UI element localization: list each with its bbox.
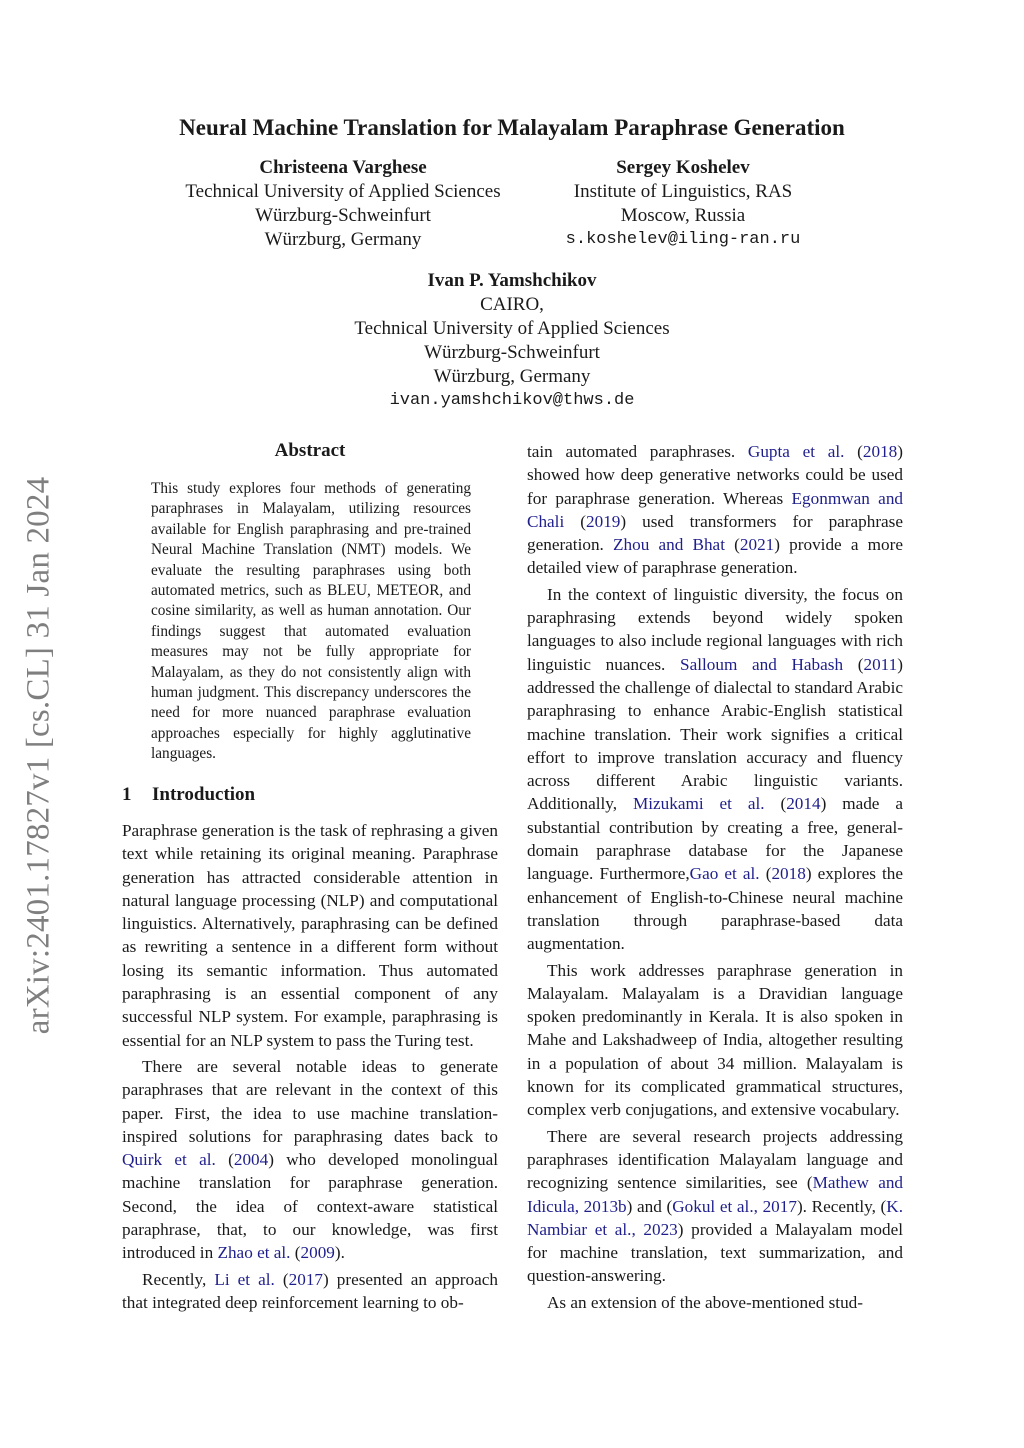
- citation-link[interactable]: Gao et al.: [689, 864, 760, 884]
- author-affiliation: Technical University of Applied Sciences: [185, 181, 501, 202]
- citation-link[interactable]: Salloum and Habash: [680, 654, 844, 674]
- citation-link[interactable]: 2021: [739, 535, 775, 555]
- author-name: Christeena Varghese: [259, 157, 427, 178]
- arxiv-identifier-text: arXiv:2401.17827v1 [cs.CL] 31 Jan 2024: [20, 476, 57, 1034]
- citation-link[interactable]: Mathew and Idicula, 2013b: [527, 1173, 904, 1216]
- citation-link[interactable]: Zhou and Bhat: [613, 535, 725, 555]
- author-affiliation: Würzburg-Schweinfurt: [424, 342, 600, 363]
- author-affiliation: CAIRO,: [480, 294, 544, 315]
- citation-link[interactable]: Li et al.: [214, 1269, 275, 1289]
- author-block: [545, 156, 821, 252]
- paragraph: This work addresses paraphrase generation in Malayalam. Malayalam is a Dravidian language spoken predominantly in Kerala. It is also spoken in Mahe and Lakshadweep of India, altogether resulting in a population of about 34 million. Malayalam is known for its complicated grammatical structures, complex verb conjugations, and extensive vocabulary.: [527, 960, 903, 1120]
- section-heading: [122, 784, 255, 806]
- abstract-body: This study explores four methods of generating paraphrases in Malayalam, utilizing resources available for English paraphrasing and pre-trained Neural Machine Translation (NMT) models. We evaluate the resulting paraphrases using both automated metrics, such as BLEU, METEOR, and cosine similarity, as well as human annotation. Our findings suggest that automated evaluation measures may not be fully appropriate for Malayalam, as they do not consistently align with human judgment. This discrepancy underscores the need for more nuanced paraphrase evaluation approaches especially for highly agglutinative languages.: [151, 480, 471, 763]
- arxiv-identifier-stamp: [14, 455, 64, 1055]
- citation-link[interactable]: 2011: [863, 654, 898, 674]
- paragraph: Recently, Li et al. (2017) presented an approach that integrated deep reinforcement learning to ob-: [122, 1269, 498, 1312]
- section-number: 1: [122, 784, 132, 805]
- citation-link[interactable]: 2014: [786, 794, 821, 814]
- section-title: Introduction: [152, 784, 256, 805]
- author-name: Sergey Koshelev: [616, 157, 750, 178]
- author-location: Würzburg, Germany: [433, 366, 591, 387]
- citation-link[interactable]: Gupta et al.: [747, 442, 845, 461]
- left-column: [122, 819, 498, 1314]
- paper-title: Neural Machine Translation for Malayalam Paraphrase Generation: [179, 115, 845, 140]
- paragraph: There are several notable ideas to generate paraphrases that are relevant in the context of this paper. First, the idea to use machine translation-inspired solutions for paraphrasing dates back to Quirk et al. (2004) who developed monolingual machine translation for paraphrase generation. Second, the idea of context-aware statistical paraphrase, that, to our knowledge, was first introduced in Zhao et al. (2009).: [122, 1056, 498, 1263]
- author-location: Würzburg, Germany: [264, 229, 422, 250]
- citation-link[interactable]: 2018: [771, 864, 806, 884]
- abstract-heading: Abstract: [274, 440, 346, 461]
- citation-link[interactable]: 2009: [300, 1243, 335, 1263]
- citation-link[interactable]: 2004: [233, 1150, 269, 1170]
- paragraph: Paraphrase generation is the task of rephrasing a given text while retaining its original meaning. Paraphrase generation has attracted considerable attention in natural language processing (NLP) and computational linguistics. Alternatively, paraphrasing can be defined as rewriting a sentence in a different form without losing its semantic information. Thus automated paraphrasing is an essential component of any successful NLP system. For example, paraphrasing is essential for an NLP system to pass the Turing test.: [122, 821, 498, 1050]
- citation-link[interactable]: Mizukami et al.: [632, 794, 765, 814]
- author-location: Moscow, Russia: [620, 205, 746, 226]
- paragraph: As an extension of the above-mentioned stud-: [547, 1292, 863, 1312]
- citation-link[interactable]: 2018: [862, 442, 898, 461]
- author-email: ivan.yamshchikov@thws.de: [389, 391, 635, 410]
- right-column: [527, 440, 903, 1314]
- author-name: Ivan P. Yamshchikov: [427, 270, 597, 291]
- citation-link[interactable]: Gokul et al., 2017: [672, 1196, 797, 1216]
- paragraph: tain automated paraphrases. Gupta et al. (2018) showed how deep generative networks could be used for paraphrase generation. Whereas Egonmwan and Chali (2019) used transformers for paraphrase generation. Zhou and Bhat (2021) provide a more detailed view of paraphrase generation.: [527, 442, 904, 578]
- citation-link[interactable]: Egonmwan and Chali: [527, 488, 904, 531]
- citation-link[interactable]: K. Nambiar et al., 2023: [527, 1196, 903, 1239]
- author-affiliation: Institute of Linguistics, RAS: [573, 181, 793, 202]
- paragraph: In the context of linguistic diversity, the focus on paraphrasing extends beyond widely spoken languages to also include regional languages with rich linguistic nuances. Salloum and Habash (2011) addressed the challenge of dialectal to standard Arabic paraphrasing to enhance Arabic-English statistical machine translation. Their work signifies a critical effort to improve translation accuracy and fluency across different Arabic linguistic variants. Additionally, Mizukami et al. (2014) made a substantial contribution by creating a free, general-domain paraphrase database for the Japanese language. Furthermore,Gao et al. (2018) explores the enhancement of English-to-Chinese neural machine translation through paraphrase-based data augmentation.: [527, 584, 903, 954]
- author-block: [160, 156, 526, 252]
- citation-link[interactable]: 2019: [586, 511, 621, 531]
- citation-link[interactable]: Zhao et al.: [217, 1243, 291, 1263]
- paragraph: There are several research projects addressing paraphrases identification Malayalam language and recognizing sentence similarities, see (Mathew and Idicula, 2013b) and (Gokul et al., 2017). Recently, (K. Nambiar et al., 2023) provided a Malayalam model for machine translation, text summarization, and question-answering.: [527, 1126, 904, 1286]
- author-email: s.koshelev@iling-ran.ru: [565, 230, 801, 249]
- citation-link[interactable]: 2017: [288, 1269, 323, 1289]
- citation-link[interactable]: Quirk et al.: [122, 1150, 216, 1170]
- author-affiliation: Technical University of Applied Sciences: [354, 318, 670, 339]
- author-affiliation: Würzburg-Schweinfurt: [255, 205, 431, 226]
- author-block: [262, 269, 762, 413]
